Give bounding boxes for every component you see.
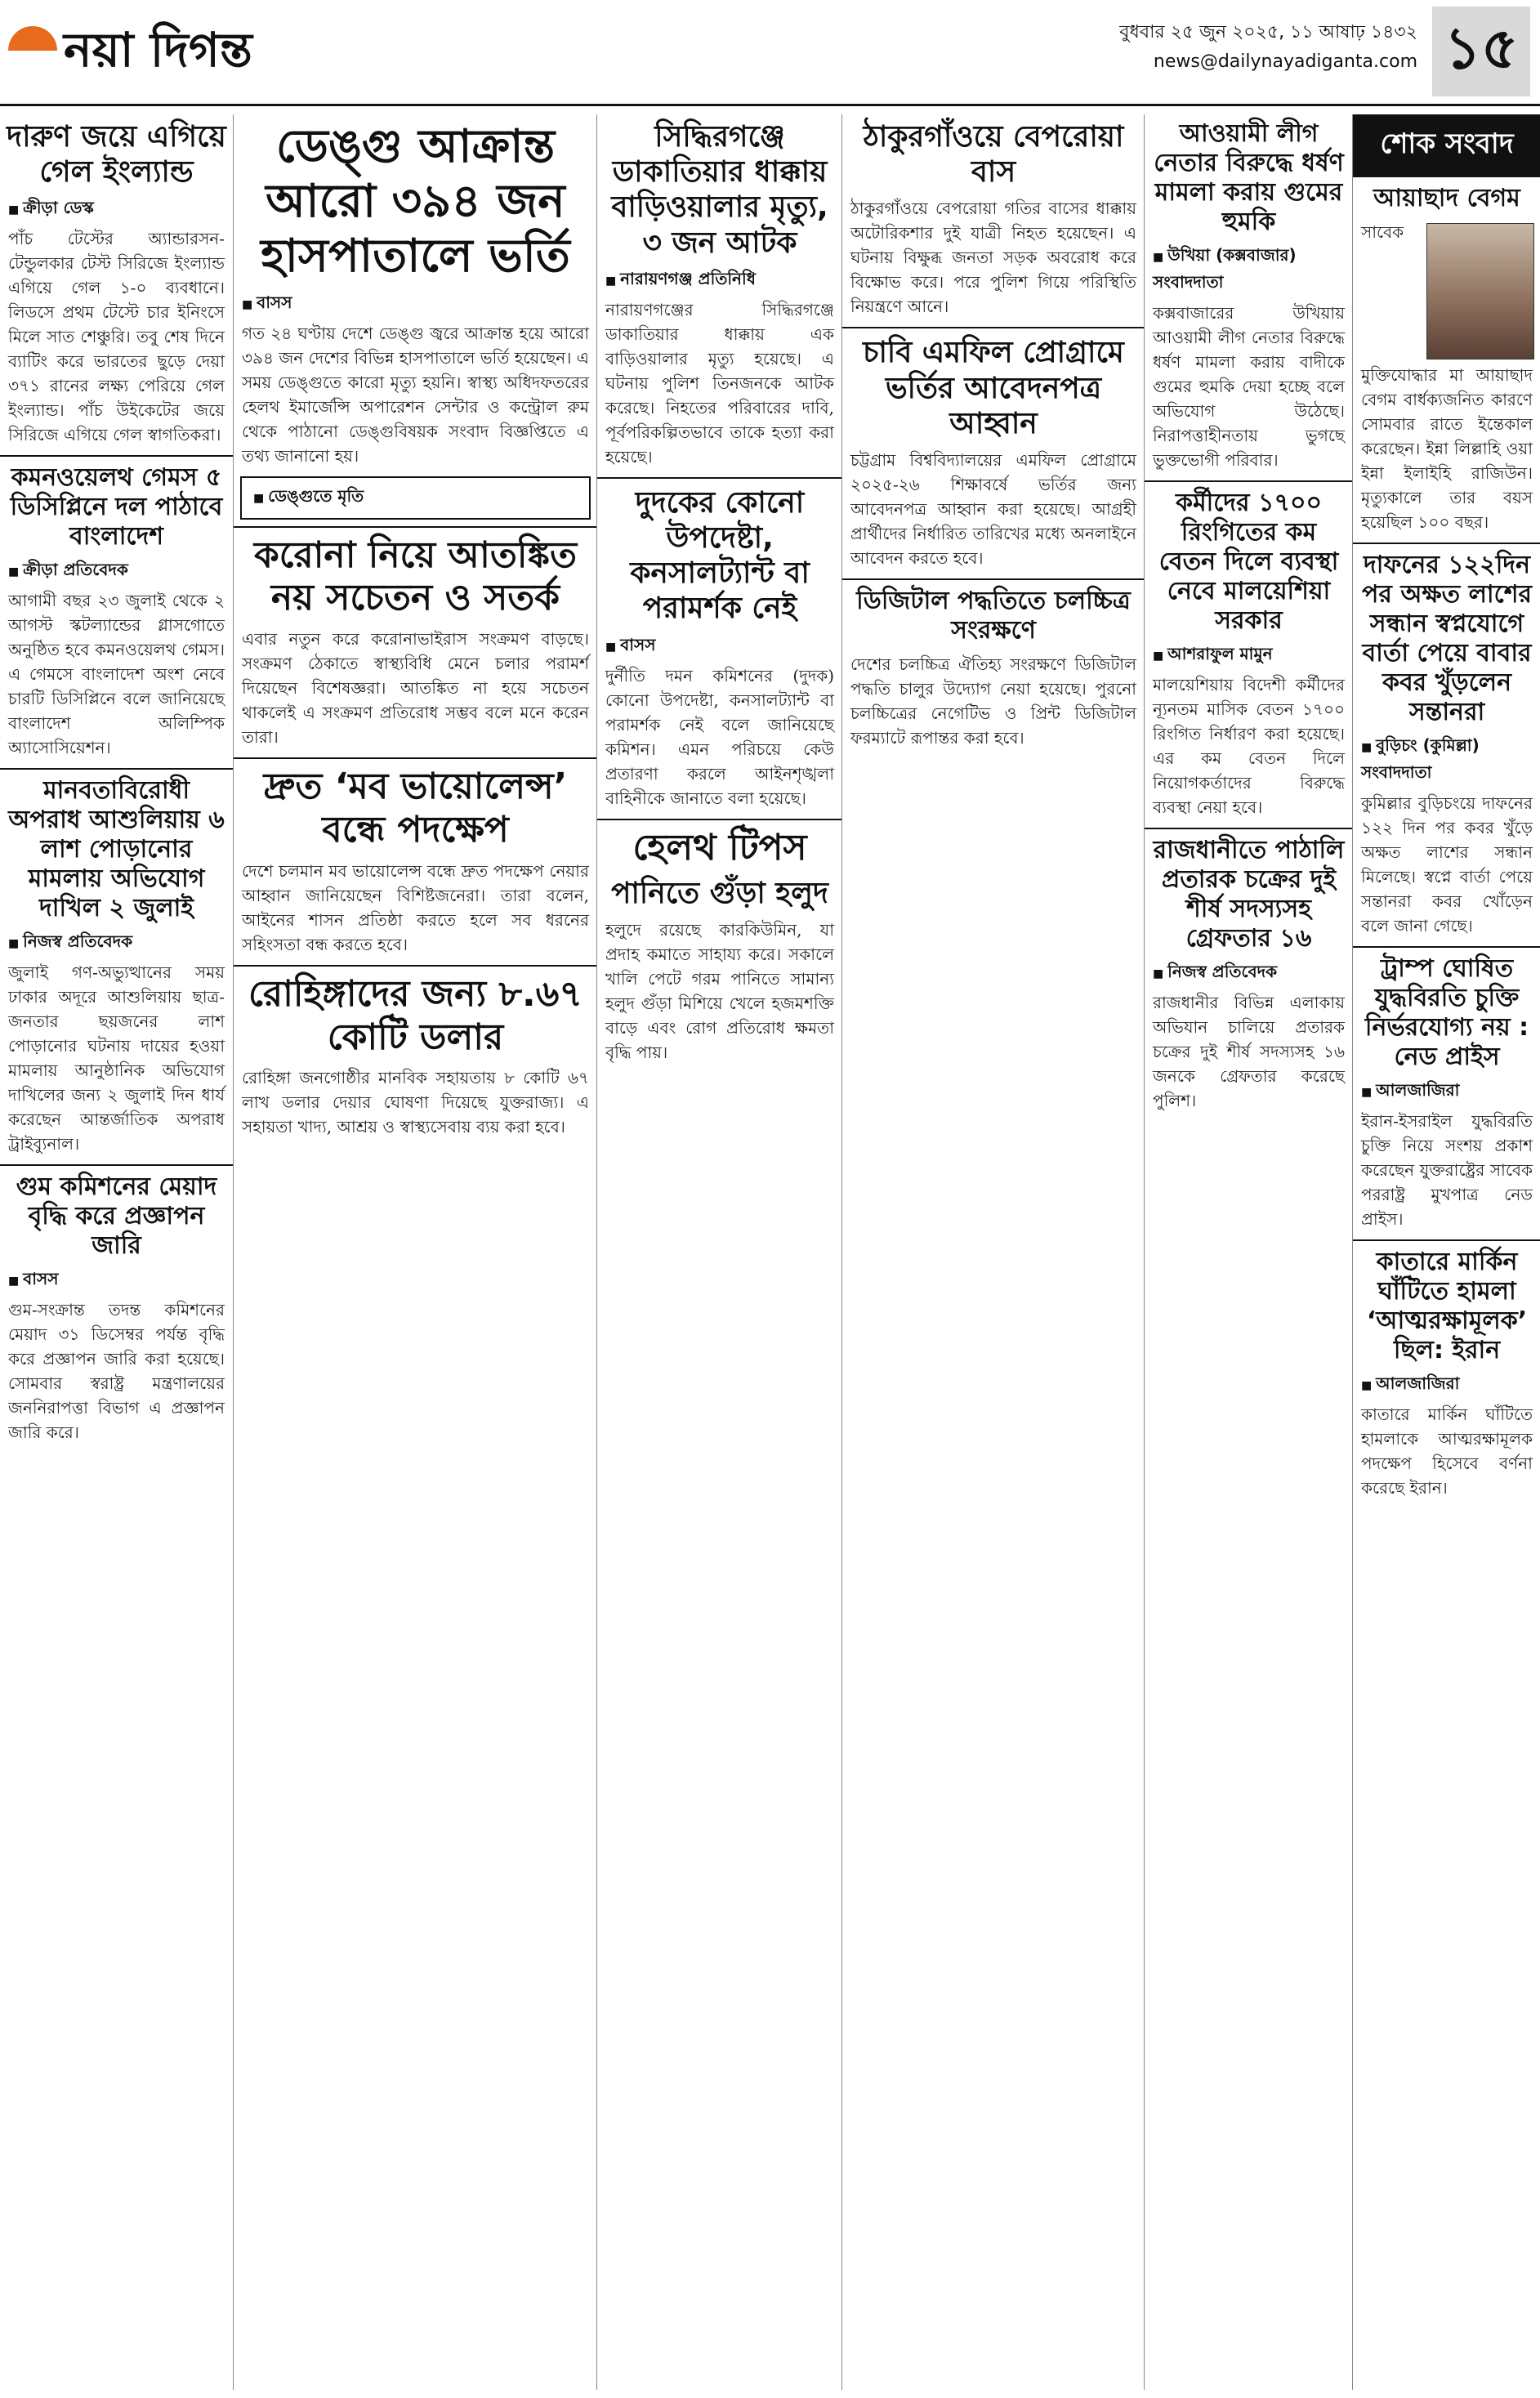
headline-film-archive: ডিজিটাল পদ্ধতিতে চলচ্চিত্র সংরক্ষণে [856, 586, 1131, 645]
headline-grave: দাফনের ১২২দিন পর অক্ষত লাশের সন্ধান স্বপ্নযোগে বার্তা পেয়ে বাবার কবর খুঁড়লেন সন্তানরা [1362, 551, 1532, 726]
headline-ashulia-case: মানবতাবিরোধী অপরাধ আশুলিয়ায় ৬ লাশ পোড়ানোর মামলায় অভিযোগ দাখিল ২ জুলাই [8, 776, 225, 923]
byline: ■ আশরাফুল মামুন [1153, 642, 1345, 669]
subheadline-turmeric: পানিতে গুঁড়া হলুদ [611, 877, 828, 911]
sun-logo-icon [8, 26, 57, 51]
headline-corona: করোনা নিয়ে আতঙ্কিত নয় সচেতন ও সতর্ক [254, 534, 577, 619]
article-body: চট্টগ্রাম বিশ্ববিদ্যালয়ের এমফিল প্রোগ্রামে ২০২৫-২৬ শিক্ষাবর্ষে ভর্তির জন্য আবেদনপত্র আহ্বান করা হয়েছে। আগ্রহী প্রার্থীদের নির্ধারিত তারিখের মধ্যে অনলাইনে আবেদন করতে হবে। [850, 449, 1136, 568]
byline: ■ নিজস্ব প্রতিবেদক [8, 930, 225, 957]
headline-qatar-base: কাতারে মার্কিন ঘাঁটিতে হামলা ‘আত্মরক্ষামূলক’ ছিল: ইরান [1366, 1248, 1528, 1364]
divider [234, 757, 597, 759]
divider [1353, 543, 1540, 544]
headline-dudok: দুদকের কোনো উপদেষ্টা, কনসালট্যান্ট বা পরামর্শক নেই [630, 485, 810, 626]
byline: ■ বুড়িচং (কুমিল্লা) সংবাদদাতা [1361, 734, 1533, 788]
headline-mphil: চাবি এমফিল প্রোগ্রামে ভর্তির আবেদনপত্র আহ্বান [863, 336, 1124, 440]
byline: ■ আলজাজিরা [1361, 1078, 1533, 1105]
article-body: নারায়ণগঞ্জের সিদ্ধিরগঞ্জে ডাকাতিয়ার ধাক্কায় এক বাড়িওয়ালার মৃত্যু হয়েছে। এ ঘটনায় পুলিশ তিনজনকে আটক করেছে। নিহতের পরিবারের দাবি, পূর্বপরিকল্পিতভাবে তাকে হত্যা করা হয়েছে। [605, 299, 834, 467]
column-6 [1352, 114, 1540, 2390]
divider [0, 768, 233, 770]
divider [1145, 828, 1353, 829]
dateline [1119, 18, 1417, 77]
column-2 [233, 114, 597, 2390]
headline-rohingya: রোহিঙ্গাদের জন্য ৮.৬৭ কোটি ডলার [248, 972, 583, 1058]
byline: ■ উখিয়া (কক্সবাজার) সংবাদদাতা [1153, 243, 1345, 297]
headline-siddhirganj: সিদ্ধিরগঞ্জে ডাকাতিয়ার ধাক্কায় বাড়িওয়ালার মৃত্যু, ৩ জন আটক [611, 120, 828, 260]
divider [0, 455, 233, 457]
obituary-photo [1426, 223, 1534, 359]
column-4 [841, 114, 1145, 2390]
article-body: পাঁচ টেস্টের অ্যান্ডারসন-টেন্ডুলকার টেস্ট সিরিজে ইংল্যান্ড এগিয়ে গেল ১-০ ব্যবধানে। লিডসে প্রথম টেস্টে চার ইনিংসে মিলে সাত শেঞ্চুরি। তবু শেষ দিনে ব্যাটিং করে ভারতের ছুড়ে দেয়া ৩৭১ রানের লক্ষ্য পেরিয়ে গেল ইংল্যান্ড। পাঁচ উইকেটের জয়ে সিরিজে এগিয়ে গেল স্বাগতিকরা। [8, 229, 225, 445]
obituary-section-tag: শোক সংবাদ [1353, 114, 1540, 177]
byline: ■ বাসস [8, 1267, 225, 1294]
headline-commonwealth: কমনওয়েলথ গেমস ৫ ডিসিপ্লিনে দল পাঠাবে বাংলাদেশ [10, 463, 223, 551]
article-body: ঠাকুরগাঁওয়ে বেপরোয়া গতির বাসের ধাক্কায় অটোরিকশার দুই যাত্রী নিহত হয়েছেন। এ ঘটনায় বিক্ষুব্ধ জনতা সড়ক অবরোধ করে বিক্ষোভ করে। পরে পুলিশ গিয়ে পরিস্থিতি নিয়ন্ত্রণে আনে। [850, 199, 1136, 317]
headline-england-win: দারুণ জয়ে এগিয়ে গেল ইংল্যান্ড [7, 120, 226, 190]
article-body: কাতারে মার্কিন ঘাঁটিতে হামলাকে আত্মরক্ষামূলক পদক্ষেপ হিসেবে বর্ণনা করেছে ইরান। [1361, 1404, 1533, 1498]
article-body: জুলাই গণ-অভ্যুত্থানের সময় ঢাকার অদূরে আশুলিয়ায় ছাত্র-জনতার ছয়জনের লাশ পোড়ানোর ঘটনায় দায়ের হওয়া মামলায় আনুষ্ঠানিক অভিযোগ দাখিলের জন্য ২ জুলাই দিন ধার্য করেছেন আন্তর্জাতিক অপরাধ ট্রাইব্যুনাল। [8, 962, 225, 1154]
divider [597, 819, 842, 820]
newspaper-logo[interactable] [8, 16, 253, 90]
logo-text: নয়া দিগন্ত [64, 21, 252, 78]
byline: ■ ক্রীড়া ডেস্ক [8, 196, 225, 223]
article-body: এবার নতুন করে করোনাভাইরাস সংক্রমণ বাড়ছে। সংক্রমণ ঠেকাতে স্বাস্থ্যবিধি মেনে চলার পরামর্শ দিয়েছেন বিশেষজ্ঞরা। আতঙ্কিত না হয়ে সচেতন থাকলেই এ সংক্রমণ প্রতিরোধ সম্ভব বলে মনে করেন তারা। [242, 629, 589, 748]
article-body: দেশে চলমান মব ভায়োলেন্স বন্ধে দ্রুত পদক্ষেপ নেয়ার আহ্বান জানিয়েছেন বিশিষ্টজনেরা। তারা বলেন, আইনের শাসন প্রতিষ্ঠা করতে হলে সব ধরনের সহিংসতা বন্ধ করতে হবে। [242, 860, 589, 954]
issue-date: বুধবার ২৫ জুন ২০২৫, ১১ আষাঢ় ১৪৩২ [1119, 22, 1417, 42]
byline: ■ নারায়ণগঞ্জ প্রতিনিধি [605, 267, 834, 294]
masthead [0, 0, 1540, 106]
byline: ■ ক্রীড়া প্রতিবেদক [8, 558, 225, 585]
dengue-box [240, 476, 591, 520]
headline-obituary: আয়াছাদ বেগম [1373, 184, 1520, 212]
headline-fraud-arrest: রাজধানীতে পাঠালি প্রতারক চক্রের দুই শীর্ষ সদস্যসহ গ্রেফতার ১৬ [1153, 836, 1345, 953]
article-body: রোহিঙ্গা জনগোষ্ঠীর মানবিক সহায়তায় ৮ কোটি ৬৭ লাখ ডলার দেয়ার ঘোষণা দিয়েছে যুক্তরাজ্য। এ সহায়তা খাদ্য, আশ্রয় ও স্বাস্থ্যসেবায় ব্যয় করা হবে। [242, 1068, 589, 1137]
column-5 [1144, 114, 1353, 2390]
headline-thakurgaon-bus: ঠাকুরগাঁওয়ে বেপরোয়া বাস [863, 120, 1124, 190]
byline: ■ আলজাজিরা [1361, 1372, 1533, 1399]
headline-trump-ceasefire: ট্রাম্প ঘোষিত যুদ্ধবিরতি চুক্তি নির্ভরযোগ্য নয় : নেড প্রাইস [1364, 954, 1529, 1071]
divider [842, 327, 1145, 328]
headline-health-tips: হেলথ টিপস [632, 826, 807, 869]
divider [0, 1164, 233, 1166]
page-number: ১৫ [1432, 7, 1530, 96]
contact-email[interactable]: news@dailynayadiganta.com [1153, 51, 1417, 72]
divider [597, 477, 842, 479]
byline: ■ বাসস [242, 291, 589, 318]
headline-awami-league: আওয়ামী লীগ নেতার বিরুদ্ধে ধর্ষণ মামলা করায় গুমের হুমকি [1154, 119, 1344, 236]
byline: ■ বাসস [605, 633, 834, 660]
headline-mob-violence: দ্রুত ‘মব ভায়োলেন্স’ বন্ধে পদক্ষেপ [263, 766, 568, 851]
divider [1145, 480, 1353, 482]
article-body: দুর্নীতি দমন কমিশনের (দুদক) কোনো উপদেষ্টা, কনসালট্যান্ট বা পরামর্শক নেই বলে জানিয়েছে কমিশন। এমন পরিচয়ে কেউ প্রতারণা করলে আইনশৃঙ্খলা বাহিনীকে জানাতে বলা হয়েছে। [605, 665, 834, 808]
article-body: আগামী বছর ২৩ জুলাই থেকে ২ আগস্ট স্কটল্যান্ডের গ্লাসগোতে অনুষ্ঠিত হবে কমনওয়েলথ গেমস। এ গেমসে বাংলাদেশ অংশ নেবে চারটি ডিসিপ্লিনে বলে জানিয়েছে বাংলাদেশ অলিম্পিক অ্যাসোসিয়েশন। [8, 591, 225, 758]
divider [1353, 946, 1540, 948]
box-title: ■ ডেঙ্গুতে মৃতি [253, 485, 578, 511]
article-body: সাবেক মুক্তিযোদ্ধার মা আয়াছাদ বেগম বার্ধক্যজনিত কারণে সোমবার রাতে ইন্তেকাল করেছেন। ইন্না লিল্লাহি ওয়া ইন্না ইলাইহি রাজিউন। মৃত্যুকালে তার বয়স হয়েছিল ১০০ বছর। [1361, 222, 1533, 532]
column-3 [596, 114, 842, 2390]
article-body: দেশের চলচ্চিত্র ঐতিহ্য সংরক্ষণে ডিজিটাল পদ্ধতি চালুর উদ্যোগ নেয়া হয়েছে। পুরনো চলচ্চিত্রের নেগেটিভ ও প্রিন্ট ডিজিটাল ফরম্যাটে রূপান্তর করা হবে। [850, 654, 1136, 748]
headline-malaysia-wage: কর্মীদের ১৭০০ রিংগিতের কম বেতন দিলে ব্যবস্থা নেবে মালয়েশিয়া সরকার [1158, 489, 1339, 635]
divider [1353, 1239, 1540, 1241]
column-1 [0, 114, 233, 2390]
article-body: কুমিল্লার বুড়িচংয়ে দাফনের ১২২ দিন পর কবর খুঁড়ে অক্ষত লাশের সন্ধান মিলেছে। স্বপ্নে বার্তা পেয়ে সন্তানরা কবর খোঁড়েন বলে জানা গেছে। [1361, 793, 1533, 936]
article-body: ইরান-ইসরাইল যুদ্ধবিরতি চুক্তি নিয়ে সংশয় প্রকাশ করেছেন যুক্তরাষ্ট্রের সাবেক পররাষ্ট্র মুখপাত্র নেড প্রাইস। [1361, 1111, 1533, 1229]
byline: ■ নিজস্ব প্রতিবেদক [1153, 960, 1345, 987]
divider [842, 578, 1145, 580]
article-body: গুম-সংক্রান্ত তদন্ত কমিশনের মেয়াদ ৩১ ডিসেম্বর পর্যন্ত বৃদ্ধি করে প্রজ্ঞাপন জারি করা হয়েছে। সোমবার স্বরাষ্ট্র মন্ত্রণালয়ের জননিরাপত্তা বিভাগ এ প্রজ্ঞাপন জারি করে। [8, 1300, 225, 1443]
article-body: রাজধানীর বিভিন্ন এলাকায় অভিযান চালিয়ে প্রতারক চক্রের দুই শীর্ষ সদস্যসহ ১৬ জনকে গ্রেফতার করেছে পুলিশ। [1153, 993, 1345, 1110]
divider [234, 526, 597, 528]
article-body: কক্সবাজারের উখিয়ায় আওয়ামী লীগ নেতার বিরুদ্ধে ধর্ষণ মামলা করায় বাদীকে গুমের হুমকি দেয়া হচ্ছে বলে অভিযোগ উঠেছে। নিরাপত্তাহীনতায় ভুগছে ভুক্তভোগী পরিবার। [1153, 303, 1345, 470]
divider [234, 965, 597, 967]
article-body: গত ২৪ ঘণ্টায় দেশে ডেঙ্গু জ্বরে আক্রান্ত হয়ে আরো ৩৯৪ জন দেশের বিভিন্ন হাসপাতালে ভর্তি হয়েছেন। এ সময় ডেঙ্গুতে কারো মৃত্যু হয়নি। স্বাস্থ্য অধিদফতরের হেলথ ইমার্জেন্সি অপারেশন সেন্টার ও কন্ট্রোল রুম থেকে পাঠানো ডেঙ্গুবিষয়ক সংবাদ বিজ্ঞপ্তিতে এ তথ্য জানানো হয়। [242, 323, 589, 466]
headline-dengue: ডেঙ্গু আক্রান্ত আরো ৩৯৪ জন হাসপাতালে ভর্তি [261, 120, 570, 284]
headline-gum-commission: গুম কমিশনের মেয়াদ বৃদ্ধি করে প্রজ্ঞাপন জারি [16, 1172, 217, 1261]
article-body: মালয়েশিয়ায় বিদেশী কর্মীদের ন্যূনতম মাসিক বেতন ১৭০০ রিংগিত নির্ধারণ করা হয়েছে। এর কম বেতন দিলে নিয়োগকর্তাদের বিরুদ্ধে ব্যবস্থা নেয়া হবে। [1153, 675, 1345, 817]
article-body: হলুদে রয়েছে কারকিউমিন, যা প্রদাহ কমাতে সাহায্য করে। সকালে খালি পেটে গরম পানিতে সামান্য হলুদ গুঁড়া মিশিয়ে খেলে হজমশক্তি বাড়ে এবং রোগ প্রতিরোধ ক্ষমতা বৃদ্ধি পায়। [605, 920, 834, 1063]
